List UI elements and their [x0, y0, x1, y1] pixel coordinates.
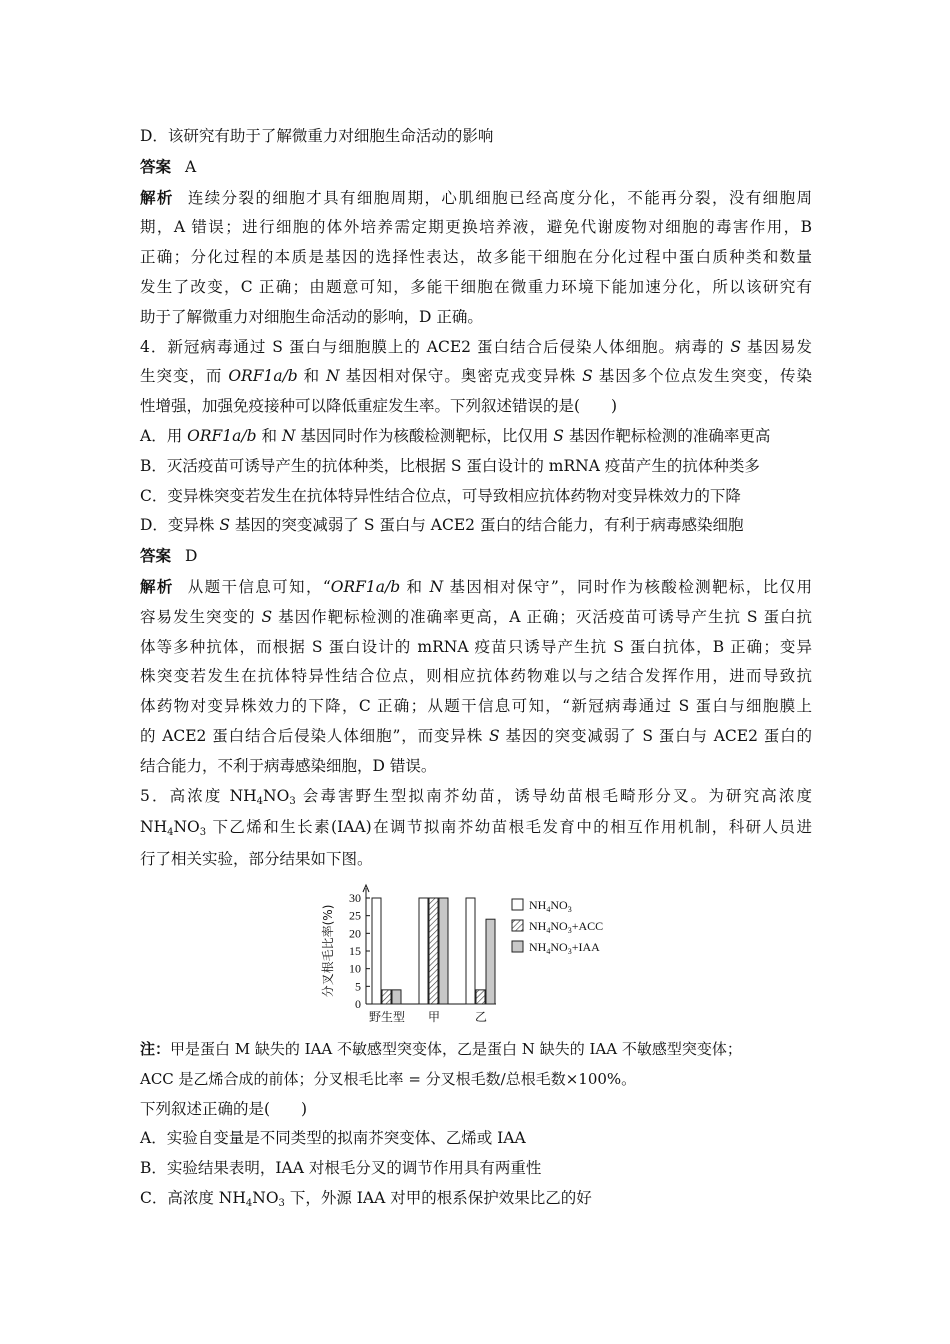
q5-stem-line [140, 782, 812, 814]
q4-analysis-line: 体等多种抗体，而根据 S 蛋白设计的 mRNA 疫苗只诱导产生抗 S 蛋白抗体，B 正确；变异 [140, 637, 812, 656]
analysis-label: 解析 [140, 187, 174, 207]
legend-swatch [512, 941, 523, 952]
q4-analysis-line: 结合能力，不利于病毒感染细胞，D 错误。 [140, 756, 437, 775]
legend-swatch [512, 899, 523, 910]
text: NO [263, 786, 290, 805]
text: 的 ACE2 蛋白结合后侵染人体细胞”，而变异株 [140, 726, 489, 745]
bar-0-2 [392, 990, 401, 1004]
y-tick-label: 10 [349, 961, 361, 976]
q4-analysis-line: 体药物对变异株效力的下降，C 正确；从题干信息可知，“新冠病毒通过 S 蛋白与细胞膜上 [140, 697, 812, 716]
text: D．变异株 [140, 516, 220, 535]
y-tick-label: 0 [355, 996, 361, 1011]
text: 容易发生突变的 [140, 607, 262, 626]
gene-s: S [582, 367, 593, 386]
bar-1-1 [429, 898, 438, 1004]
x-tick-label: 乙 [474, 1009, 488, 1024]
legend-label: $NH_4NO_3$ [529, 897, 572, 914]
gene-s: S [730, 337, 742, 356]
text: 4．新冠病毒通过 S 蛋白与细胞膜上的 ACE2 蛋白结合后侵染人体细胞。病毒的 [140, 337, 731, 356]
q5-option-c [140, 1184, 812, 1216]
q4-stem-line: 性增强，加强免疫接种可以降低重症发生率。下列叙述错误的是( ) [140, 397, 618, 416]
figure-note [140, 1035, 812, 1065]
q4-stem-line [140, 333, 812, 363]
y-tick-label: 5 [355, 979, 361, 994]
bar-chart-figure [140, 879, 812, 1029]
text: 基因相对保守”，同时作为核酸检测靶标，比仅用 [443, 577, 812, 596]
text: 基因作靶标检测的准确率更高，A 正确；灭活疫苗可诱导产生抗 S 蛋白抗 [272, 607, 812, 626]
q5-question: 下列叙述正确的是( ) [140, 1099, 308, 1118]
q4-option-b: B．灭活疫苗可诱导产生的抗体种类，比根据 S 蛋白设计的 mRNA 疫苗产生的抗体种类多 [140, 456, 760, 475]
analysis-text: 连续分裂的细胞才具有细胞周期，心肌细胞已经高度分化，不能再分裂，没有细胞周 [187, 188, 812, 207]
bar-0-1 [382, 990, 391, 1004]
q4-option-c: C．变异株突变若发生在抗体特异性结合位点，可导致相应抗体药物对变异株效力的下降 [140, 486, 741, 505]
text: 生突变，而 [140, 367, 229, 386]
q4-stem-line [140, 362, 812, 392]
x-tick-label: 甲 [427, 1009, 441, 1024]
subscript: 4 [167, 827, 174, 839]
bar-0-0 [372, 898, 381, 1004]
x-tick-label: 野生型 [368, 1009, 406, 1024]
text: 基因多个位点发生突变，传染 [592, 367, 812, 386]
gene-s: S [261, 607, 273, 626]
q5-option-b: B．实验结果表明，IAA 对根毛分叉的调节作用具有两重性 [140, 1159, 542, 1178]
text: 下乙烯和生长素(IAA)在调节拟南芥幼苗根毛发育中的相互作用机制，科研人员进 [206, 818, 812, 837]
q4-analysis-line [140, 722, 812, 752]
bar-chart [318, 879, 658, 1029]
bar-1-0 [419, 898, 428, 1004]
text: 和 [256, 426, 282, 445]
q3-analysis-line: 正确；分化过程的本质是基因的选择性表达，故多能干细胞在分化过程中蛋白质种类和数量 [140, 248, 812, 267]
bar-2-1 [476, 990, 485, 1004]
text: 基因作靶标检测的准确率更高 [563, 426, 771, 445]
gene-orf: ORF1a/b [228, 367, 298, 386]
answer-value: D [185, 547, 198, 566]
note-label: 注： [140, 1039, 171, 1058]
gene-n: N [281, 426, 296, 445]
note-text: 甲是蛋白 M 缺失的 IAA 不敏感型突变体，乙是蛋白 N 缺失的 IAA 不敏感型突变体； [170, 1039, 742, 1058]
document-page [140, 122, 812, 1216]
gene-s: S [489, 726, 500, 745]
q3-option-d: D．该研究有助于了解微重力对细胞生命活动的影响 [140, 127, 494, 145]
subscript: 4 [245, 1197, 253, 1209]
gene-orf: ORF1a/b [330, 577, 401, 596]
text: 下，外源 IAA 对甲的根系保护效果比乙的好 [284, 1188, 592, 1207]
subscript: 3 [278, 1197, 285, 1209]
gene-s: S [553, 426, 564, 445]
text: NH [140, 818, 168, 837]
y-tick-label: 15 [349, 943, 361, 958]
q3-answer [140, 152, 812, 183]
q3-analysis-line: 发生了改变，C 正确；由题意可知，多能干细胞在微重力环境下能加速分化，所以该研究有 [140, 277, 812, 296]
q3-analysis-line: 助于了解微重力对细胞生命活动的影响，D 正确。 [140, 307, 483, 326]
answer-label: 答案 [140, 156, 172, 176]
gene-n: N [326, 367, 340, 386]
text: 和 [400, 577, 430, 596]
q3-analysis-line: 期，A 错误；进行细胞的体外培养需定期更换培养液，避免代谢废物对细胞的毒害作用，B [140, 218, 812, 237]
figure-note: ACC 是乙烯合成的前体；分叉根毛比率 = 分叉根毛数/总根毛数×100%。 [140, 1069, 637, 1088]
q4-option-a [140, 422, 812, 452]
text: NO [252, 1188, 279, 1207]
q3-analysis-line [140, 183, 812, 214]
answer-value: A [185, 157, 197, 176]
y-tick-label: 20 [349, 926, 361, 941]
text: C．高浓度 NH [140, 1188, 246, 1207]
text: 从题干信息可知，“ [187, 577, 331, 596]
legend-label: $NH_4NO_3+ACC$ [529, 918, 604, 935]
y-axis-label: 分叉根毛比率(%) [321, 904, 335, 998]
bar-2-0 [466, 898, 475, 1004]
q5-stem-line [140, 813, 812, 845]
text: 基因的突变减弱了 S 蛋白与 ACE2 蛋白的 [499, 726, 813, 745]
text: NO [173, 818, 200, 837]
text: A．用 [140, 426, 188, 445]
q5-stem-line: 行了相关实验，部分结果如下图。 [140, 850, 373, 869]
text: 5．高浓度 NH [140, 786, 257, 805]
q4-answer [140, 541, 812, 572]
gene-s: S [219, 516, 230, 535]
text: 基因的突变减弱了 S 蛋白与 ACE2 蛋白的结合能力，有利于病毒感染细胞 [229, 516, 744, 535]
q4-analysis-line [140, 572, 812, 603]
gene-orf: ORF1a/b [187, 426, 257, 445]
q4-analysis-line: 株突变若发生在抗体特异性结合位点，则相应抗体药物难以与之结合发挥作用，进而导致抗 [140, 667, 812, 686]
text: 会毒害野生型拟南芥幼苗，诱导幼苗根毛畸形分叉。为研究高浓度 [295, 786, 812, 805]
text: 基因同时作为核酸检测靶标，比仅用 [295, 426, 554, 445]
subscript: 3 [289, 795, 296, 807]
subscript: 3 [199, 827, 207, 839]
subscript: 4 [256, 795, 264, 807]
legend-swatch [512, 920, 523, 931]
legend-label: $NH_4NO_3+IAA$ [529, 939, 600, 956]
q4-option-d [140, 511, 812, 541]
answer-label: 答案 [140, 546, 172, 566]
gene-n: N [429, 577, 444, 596]
text: 基因相对保守。奥密克戎变异株 [339, 367, 583, 386]
y-tick-label: 30 [349, 890, 361, 905]
text: 和 [297, 367, 327, 386]
bar-1-2 [439, 898, 448, 1004]
analysis-label: 解析 [140, 576, 174, 596]
text: 基因易发 [741, 337, 812, 356]
bar-2-2 [486, 919, 495, 1004]
q5-option-a: A．实验自变量是不同类型的拟南芥突变体、乙烯或 IAA [140, 1129, 526, 1148]
q4-analysis-line [140, 603, 812, 633]
y-tick-label: 25 [349, 908, 361, 923]
